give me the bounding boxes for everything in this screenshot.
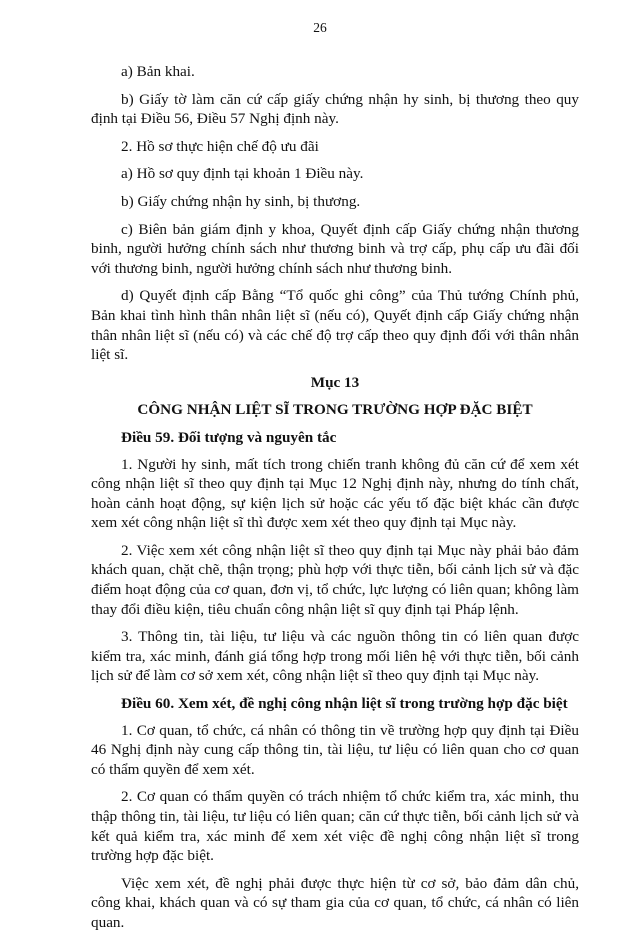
paragraph: b) Giấy chứng nhận hy sinh, bị thương.	[121, 192, 361, 210]
document-body	[91, 62, 579, 941]
paragraph: 1. Người hy sinh, mất tích trong chiến tranh không đủ căn cứ để xem xét công nhận liệt sĩ theo quy định tại Mục 12 Nghị định này, nhưng do tính chất, hoàn cảnh hoạt động, sự kiện lịch sử hoặc các yếu tố đặc biệt khác cần được xem xét công nhận liệt sĩ thì được xem xét theo quy định tại Mục này.	[91, 455, 579, 532]
article-59-title: Điều 59. Đối tượng và nguyên tắc	[121, 428, 337, 446]
paragraph: d) Quyết định cấp Bằng “Tổ quốc ghi công” của Thủ tướng Chính phủ, Bản khai tình hình thân nhân liệt sĩ (nếu có), Quyết định cấp Giấy chứng nhận thân nhân liệt sĩ (nếu có) và các chế độ trợ cấp theo quy định đối với thân nhân liệt sĩ.	[91, 287, 579, 364]
paragraph: 2. Cơ quan có thẩm quyền có trách nhiệm tổ chức kiểm tra, xác minh, thu thập thông tin, tài liệu, tư liệu có liên quan; căn cứ thực tiễn, bối cảnh lịch sử và kết quả kiểm tra, xác minh để xem xét việc đề nghị công nhận liệt sĩ trong trường hợp đặc biệt.	[91, 788, 579, 865]
paragraph: 3. Thông tin, tài liệu, tư liệu và các nguồn thông tin có liên quan được kiểm tra, xác minh, đánh giá tổng hợp trong mối liên hệ với thực tiễn, bối cảnh lịch sử để làm cơ sở xem xét, công nhận liệt sĩ theo quy định tại Mục này.	[91, 628, 579, 685]
paragraph: a) Hồ sơ quy định tại khoản 1 Điều này.	[121, 165, 364, 183]
section-heading: CÔNG NHẬN LIỆT SĨ TRONG TRƯỜNG HỢP ĐẶC BIỆT	[137, 401, 533, 419]
paragraph: c) Biên bản giám định y khoa, Quyết định cấp Giấy chứng nhận thương binh, người hưởng chính sách như thương binh và trợ cấp, phụ cấp ưu đãi đối với thương binh, người hưởng chính sách như thương binh.	[91, 220, 579, 277]
page-number: 26	[313, 20, 327, 35]
section-title: Mục 13	[310, 373, 360, 391]
paragraph: Việc xem xét, đề nghị phải được thực hiện từ cơ sở, bảo đảm dân chủ, công khai, khách quan và có sự tham gia của cơ quan, tổ chức, cá nhân có liên quan.	[91, 874, 579, 931]
paragraph: 1. Cơ quan, tổ chức, cá nhân có thông tin về trường hợp quy định tại Điều 46 Nghị định này cung cấp thông tin, tài liệu, tư liệu có liên quan cho cơ quan có thẩm quyền để xem xét.	[91, 721, 579, 778]
paragraph: a) Bản khai.	[121, 63, 195, 80]
paragraph: 2. Việc xem xét công nhận liệt sĩ theo quy định tại Mục này phải bảo đảm khách quan, chặt chẽ, thận trọng; phù hợp với thực tiễn, bối cảnh lịch sử và đặc điểm hoạt động của cơ quan, đơn vị, tổ chức, lực lượng có liên quan; không làm thay đổi điều kiện, tiêu chuẩn công nhận liệt sĩ quy định tại Pháp lệnh.	[91, 541, 579, 618]
paragraph: b) Giấy tờ làm căn cứ cấp giấy chứng nhận hy sinh, bị thương theo quy định tại Điều 56, Điều 57 Nghị định này.	[91, 90, 579, 128]
article-60-title: Điều 60. Xem xét, đề nghị công nhận liệt sĩ trong trường hợp đặc biệt	[121, 695, 568, 713]
paragraph: 2. Hồ sơ thực hiện chế độ ưu đãi	[121, 137, 319, 155]
